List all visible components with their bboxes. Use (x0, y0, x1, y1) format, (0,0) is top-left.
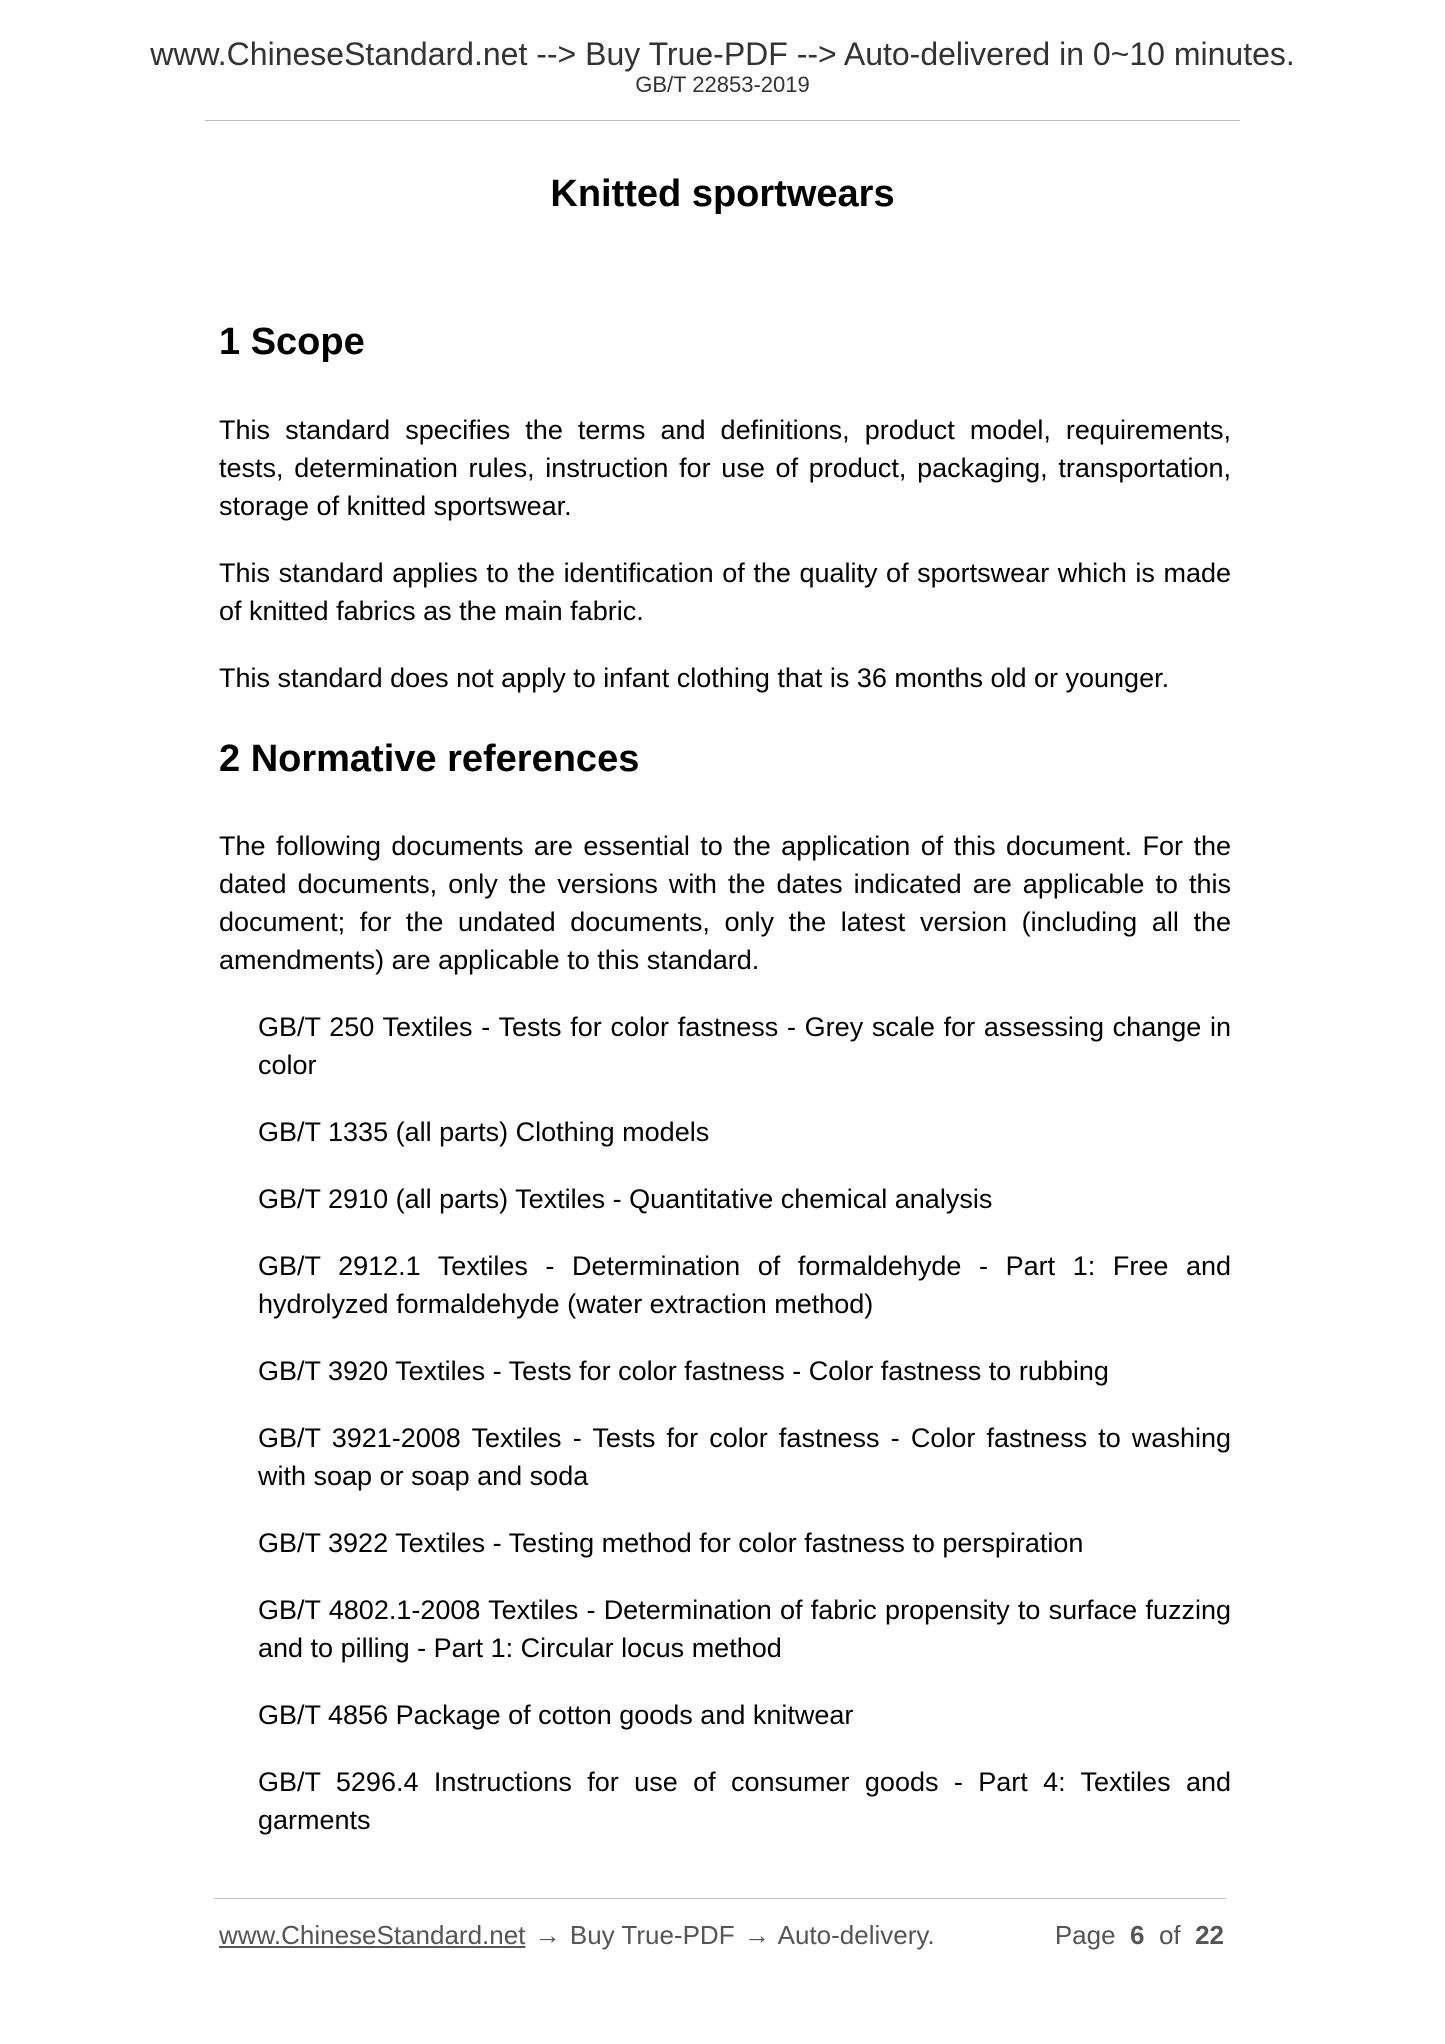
section-heading-normative-references: 2 Normative references (219, 737, 640, 780)
footer-left (219, 1920, 935, 1951)
reference-item: GB/T 1335 (all parts) Clothing models (258, 1117, 710, 1148)
top-banner: www.ChineseStandard.net --> Buy True-PDF --> Auto-delivered in 0~10 minutes. (150, 36, 1295, 72)
page-counter (1055, 1920, 1224, 1951)
arrow-right-icon: → (534, 1920, 561, 1950)
header-divider (205, 120, 1240, 121)
page-label: Page (1054, 1920, 1116, 1950)
page-total: 22 (1195, 1920, 1224, 1950)
section-scope (219, 320, 1231, 697)
document-title: Knitted sportwears (550, 173, 895, 215)
footer-divider (214, 1898, 1226, 1899)
reference-item: GB/T 2910 (all parts) Textiles - Quantitative chemical analysis (258, 1184, 993, 1215)
page-number: 6 (1130, 1920, 1145, 1950)
reference-item: GB/T 3920 Textiles - Tests for color fastness - Color fastness to rubbing (258, 1356, 1109, 1387)
reference-item: GB/T 4856 Package of cotton goods and knitwear (258, 1700, 854, 1731)
arrow-right-icon: → (743, 1920, 770, 1950)
section-heading-scope: 1 Scope (219, 321, 365, 363)
footer-site-link[interactable]: www.ChineseStandard.net (219, 1920, 526, 1950)
reference-item: GB/T 3921-2008 Textiles - Tests for color fastness - Color fastness to washing with soap or soap and soda (258, 1423, 1231, 1492)
reference-item: GB/T 3922 Textiles - Testing method for color fastness to perspiration (258, 1528, 1084, 1559)
footer-buy-text: Buy True-PDF (569, 1920, 735, 1950)
references-intro: The following documents are essential to the application of this document. For the dated documents, only the versions with the dates indicated are applicable to this document; for the undated documents, only the latest version (including all the amendments) are applicable to this standard. (219, 831, 1231, 976)
footer-delivery-text: Auto-delivery. (777, 1920, 935, 1950)
page-of-label: of (1158, 1920, 1181, 1950)
reference-item: GB/T 2912.1 Textiles - Determination of formaldehyde - Part 1: Free and hydrolyzed formaldehyde (water extraction method) (258, 1251, 1231, 1320)
reference-list (219, 1008, 1231, 1839)
document-body (219, 320, 1231, 1839)
scope-paragraph: This standard applies to the identification of the quality of sportswear which is made of knitted fabrics as the main fabric. (219, 557, 1231, 626)
scope-paragraph: This standard does not apply to infant clothing that is 36 months old or younger. (219, 662, 1170, 693)
scope-paragraph: This standard specifies the terms and definitions, product model, requirements, tests, determination rules, instruction for use of product, packaging, transportation, storage of knitted sportswear. (219, 414, 1231, 521)
reference-item: GB/T 5296.4 Instructions for use of consumer goods - Part 4: Textiles and garments (258, 1767, 1231, 1836)
document-code: GB/T 22853-2019 (635, 72, 810, 97)
section-normative-references (219, 737, 1231, 1840)
reference-item: GB/T 250 Textiles - Tests for color fastness - Grey scale for assessing change in color (258, 1012, 1231, 1081)
reference-item: GB/T 4802.1-2008 Textiles - Determination of fabric propensity to surface fuzzing and to pilling - Part 1: Circular locus method (258, 1595, 1231, 1664)
